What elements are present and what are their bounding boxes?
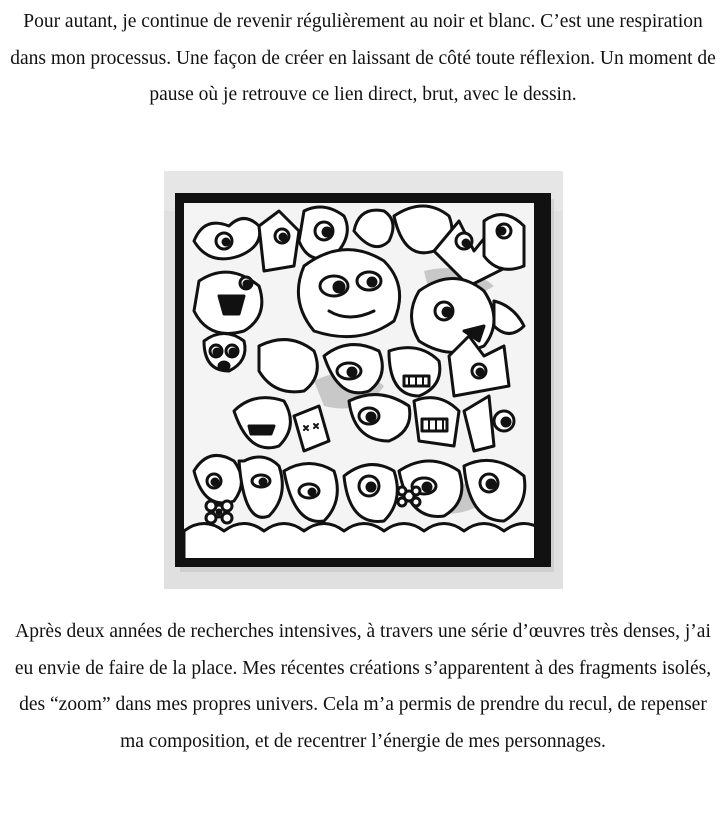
paragraph-body: Après deux années de recherches intensives, à travers une série d’œuvres très denses, j’ai eu envie de faire de la place. Mes récentes créations s’apparentent à des fragments isolés, des “zoom” dans mes propres univers. Cela m’a permis de prendre du recul, de repenser ma composition, et de recentrer l’énergie de mes personnages.	[14, 621, 712, 752]
artwork-photo	[164, 171, 563, 589]
framed-doodle-artwork-icon	[164, 171, 563, 589]
paragraph-intro: Pour autant, je continue de revenir régulièrement au noir et blanc. C’est une respiration dans mon processus. Une façon de créer en laissant de côté toute réflexion. Un moment de pause où je retrouve ce lien direct, brut, avec le dessin.	[10, 11, 716, 105]
